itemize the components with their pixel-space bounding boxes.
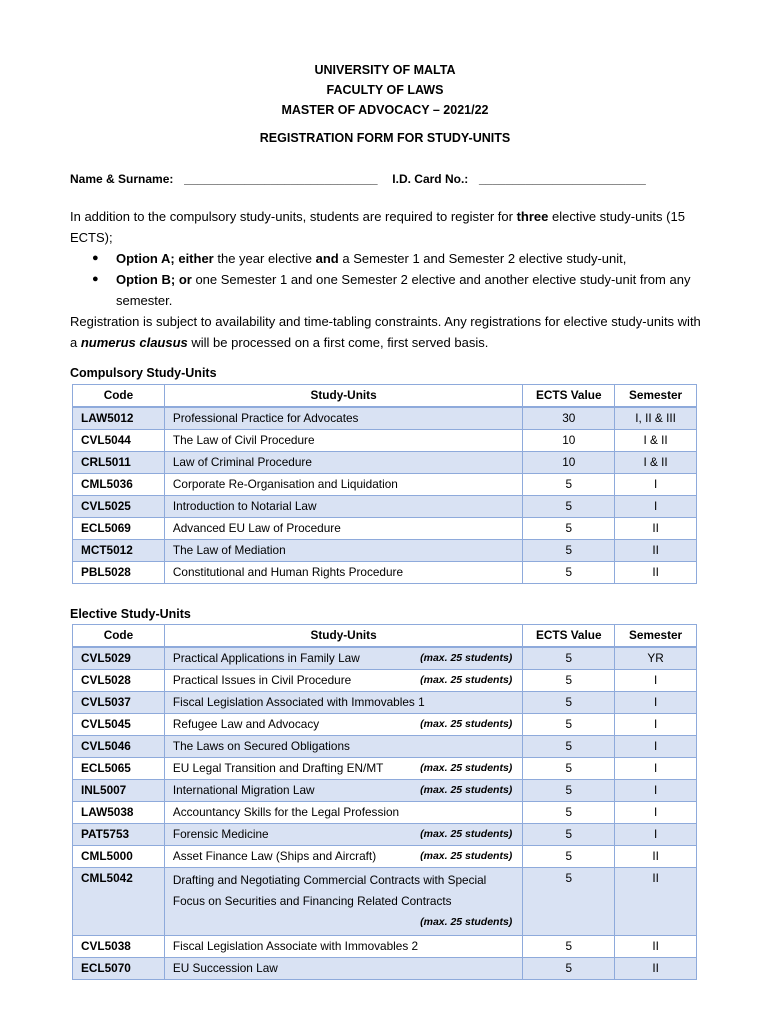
unit-ects: 5: [523, 868, 615, 936]
max-students: (max. 25 students): [420, 828, 513, 840]
unit-name: Accountancy Skills for the Legal Profession: [172, 805, 400, 819]
unit-code: CVL5045: [73, 714, 165, 736]
unit-name: Advanced EU Law of Procedure: [172, 521, 341, 535]
form-title: REGISTRATION FORM FOR STUDY-UNITS: [259, 131, 511, 145]
col-ects: ECTS Value: [523, 385, 615, 408]
unit-semester: I: [615, 824, 697, 846]
unit-name-cell: [164, 562, 522, 584]
unit-name-cell: [164, 802, 522, 824]
col-semester: Semester: [615, 625, 697, 648]
table-row: [73, 692, 697, 714]
unit-ects: 10: [523, 452, 615, 474]
university-name: UNIVERSITY OF MALTA: [314, 63, 456, 77]
unit-semester: I: [615, 780, 697, 802]
unit-name-cell: [164, 647, 522, 670]
table-row: [73, 647, 697, 670]
unit-code: PBL5028: [73, 562, 165, 584]
unit-ects: 5: [523, 824, 615, 846]
unit-name-cell: [164, 496, 522, 518]
col-ects: ECTS Value: [523, 625, 615, 648]
max-students: (max. 25 students): [420, 916, 513, 928]
instructions: [70, 206, 710, 353]
unit-code: CVL5044: [73, 430, 165, 452]
unit-ects: 5: [523, 647, 615, 670]
unit-name: The Law of Mediation: [172, 543, 286, 557]
unit-semester: I: [615, 714, 697, 736]
unit-ects: 5: [523, 496, 615, 518]
unit-code: CVL5028: [73, 670, 165, 692]
unit-semester: II: [615, 958, 697, 980]
unit-name-cell: [164, 736, 522, 758]
unit-ects: 5: [523, 736, 615, 758]
unit-code: ECL5069: [73, 518, 165, 540]
table-row: [73, 474, 697, 496]
unit-name: The Law of Civil Procedure: [172, 433, 315, 447]
unit-ects: 5: [523, 692, 615, 714]
unit-code: LAW5038: [73, 802, 165, 824]
unit-semester: II: [615, 936, 697, 958]
max-students: (max. 25 students): [420, 784, 513, 796]
unit-code: CVL5046: [73, 736, 165, 758]
compulsory-title: Compulsory Study-Units: [70, 366, 217, 380]
unit-semester: I & II: [615, 452, 697, 474]
table-header-row: [73, 385, 697, 408]
unit-semester: I: [615, 692, 697, 714]
unit-name: Asset Finance Law (Ships and Aircraft): [172, 849, 377, 863]
unit-code: CML5042: [73, 868, 165, 936]
unit-ects: 10: [523, 430, 615, 452]
faculty-name: FACULTY OF LAWS: [326, 83, 444, 97]
unit-semester: I: [615, 758, 697, 780]
unit-code: CRL5011: [73, 452, 165, 474]
unit-code: INL5007: [73, 780, 165, 802]
max-students: (max. 25 students): [420, 850, 513, 862]
unit-name: Practical Issues in Civil Procedure: [172, 673, 352, 687]
unit-ects: 5: [523, 714, 615, 736]
instructions-paragraph-2: Registration is subject to availability and time-tabling constraints. Any registrations for elective study-units with a numerus clausus will be processed on a first come, first served basis.: [70, 314, 701, 350]
unit-code: ECL5065: [73, 758, 165, 780]
table-row: [73, 714, 697, 736]
unit-code: PAT5753: [73, 824, 165, 846]
unit-ects: 5: [523, 958, 615, 980]
bullet-icon: ●: [92, 252, 99, 264]
unit-ects: 5: [523, 540, 615, 562]
unit-name-cell: [164, 958, 522, 980]
unit-name-cell: [164, 692, 522, 714]
unit-ects: 5: [523, 758, 615, 780]
unit-ects: 30: [523, 407, 615, 430]
unit-name: Refugee Law and Advocacy: [172, 717, 320, 731]
unit-name: Drafting and Negotiating Commercial Contracts with Special Focus on Securities and Financing Related Contracts: [172, 873, 487, 908]
unit-code: CVL5029: [73, 647, 165, 670]
unit-name: Corporate Re-Organisation and Liquidation: [172, 477, 398, 491]
unit-code: CVL5025: [73, 496, 165, 518]
unit-semester: I: [615, 474, 697, 496]
unit-name: Professional Practice for Advocates: [172, 411, 359, 425]
table-row: [73, 868, 697, 936]
table-row: [73, 780, 697, 802]
col-units: Study-Units: [164, 385, 522, 408]
unit-semester: I, II & III: [615, 407, 697, 430]
unit-name: Practical Applications in Family Law: [172, 651, 360, 665]
unit-code: CVL5037: [73, 692, 165, 714]
programme-title: MASTER OF ADVOCACY – 2021/22: [281, 103, 489, 117]
id-card-label: I.D. Card No.:: [392, 172, 469, 186]
max-students: (max. 25 students): [420, 762, 513, 774]
unit-name: Introduction to Notarial Law: [172, 499, 317, 513]
unit-semester: I: [615, 670, 697, 692]
table-row: [73, 496, 697, 518]
bullet-icon: ●: [92, 273, 99, 285]
unit-semester: I: [615, 736, 697, 758]
elective-title: Elective Study-Units: [70, 607, 191, 621]
options-list: [70, 248, 710, 311]
unit-name-cell: [164, 846, 522, 868]
unit-semester: II: [615, 540, 697, 562]
table-row: [73, 802, 697, 824]
unit-name: EU Legal Transition and Drafting EN/MT: [172, 761, 384, 775]
table-row: [73, 670, 697, 692]
unit-name-cell: [164, 670, 522, 692]
unit-code: ECL5070: [73, 958, 165, 980]
unit-semester: II: [615, 562, 697, 584]
unit-semester: I & II: [615, 430, 697, 452]
unit-name: International Migration Law: [172, 783, 315, 797]
unit-semester: II: [615, 868, 697, 936]
unit-ects: 5: [523, 670, 615, 692]
max-students: (max. 25 students): [420, 652, 513, 664]
unit-code: CVL5038: [73, 936, 165, 958]
elective-table: [72, 624, 697, 980]
unit-name-cell: [164, 936, 522, 958]
unit-ects: 5: [523, 936, 615, 958]
col-units: Study-Units: [164, 625, 522, 648]
unit-name-cell: [164, 452, 522, 474]
max-students: (max. 25 students): [420, 718, 513, 730]
unit-name: EU Succession Law: [172, 961, 278, 975]
unit-semester: II: [615, 518, 697, 540]
table-row: [73, 936, 697, 958]
max-students: (max. 25 students): [420, 674, 513, 686]
unit-name-cell: [164, 430, 522, 452]
table-row: [73, 452, 697, 474]
unit-name: Fiscal Legislation Associated with Immovables 1: [172, 695, 425, 709]
unit-name-cell: [164, 540, 522, 562]
unit-name-cell: [164, 518, 522, 540]
unit-name: Forensic Medicine: [172, 827, 269, 841]
unit-ects: 5: [523, 562, 615, 584]
table-row: [73, 518, 697, 540]
unit-code: MCT5012: [73, 540, 165, 562]
table-row: [73, 430, 697, 452]
unit-name-cell: [164, 868, 522, 936]
unit-semester: I: [615, 496, 697, 518]
unit-name-cell: [164, 758, 522, 780]
unit-name-cell: [164, 824, 522, 846]
table-header-row: [73, 625, 697, 648]
unit-name: The Laws on Secured Obligations: [172, 739, 350, 753]
student-fields: [70, 172, 646, 186]
option-a: ● Option A; either the year elective and a Semester 1 and Semester 2 elective study-unit,: [70, 248, 710, 269]
table-row: [73, 736, 697, 758]
table-row: [73, 758, 697, 780]
name-label: Name & Surname:: [70, 172, 174, 186]
col-semester: Semester: [615, 385, 697, 408]
col-code: Code: [73, 625, 165, 648]
unit-code: CML5000: [73, 846, 165, 868]
unit-ects: 5: [523, 474, 615, 496]
unit-semester: I: [615, 802, 697, 824]
compulsory-table: [72, 384, 697, 584]
unit-name-cell: [164, 780, 522, 802]
document-header: [0, 60, 770, 120]
table-row: [73, 407, 697, 430]
instructions-paragraph-1: In addition to the compulsory study-units, students are required to register for three elective study-units (15 ECTS);: [70, 209, 685, 245]
unit-name-cell: [164, 714, 522, 736]
option-b: ● Option B; or one Semester 1 and one Semester 2 elective and another elective study-unit from any semester.: [70, 269, 710, 311]
unit-ects: 5: [523, 518, 615, 540]
table-row: [73, 846, 697, 868]
unit-code: CML5036: [73, 474, 165, 496]
unit-name: Law of Criminal Procedure: [172, 455, 312, 469]
col-code: Code: [73, 385, 165, 408]
unit-ects: 5: [523, 780, 615, 802]
table-row: [73, 958, 697, 980]
unit-ects: 5: [523, 802, 615, 824]
table-row: [73, 562, 697, 584]
unit-name: Constitutional and Human Rights Procedure: [172, 565, 404, 579]
unit-ects: 5: [523, 846, 615, 868]
unit-code: LAW5012: [73, 407, 165, 430]
table-row: [73, 540, 697, 562]
unit-name: Fiscal Legislation Associate with Immovables 2: [172, 939, 419, 953]
unit-name-cell: [164, 407, 522, 430]
unit-semester: YR: [615, 647, 697, 670]
unit-semester: II: [615, 846, 697, 868]
unit-name-cell: [164, 474, 522, 496]
table-row: [73, 824, 697, 846]
name-field[interactable]: _____________________________: [184, 172, 378, 186]
id-card-field[interactable]: _________________________: [479, 172, 646, 186]
